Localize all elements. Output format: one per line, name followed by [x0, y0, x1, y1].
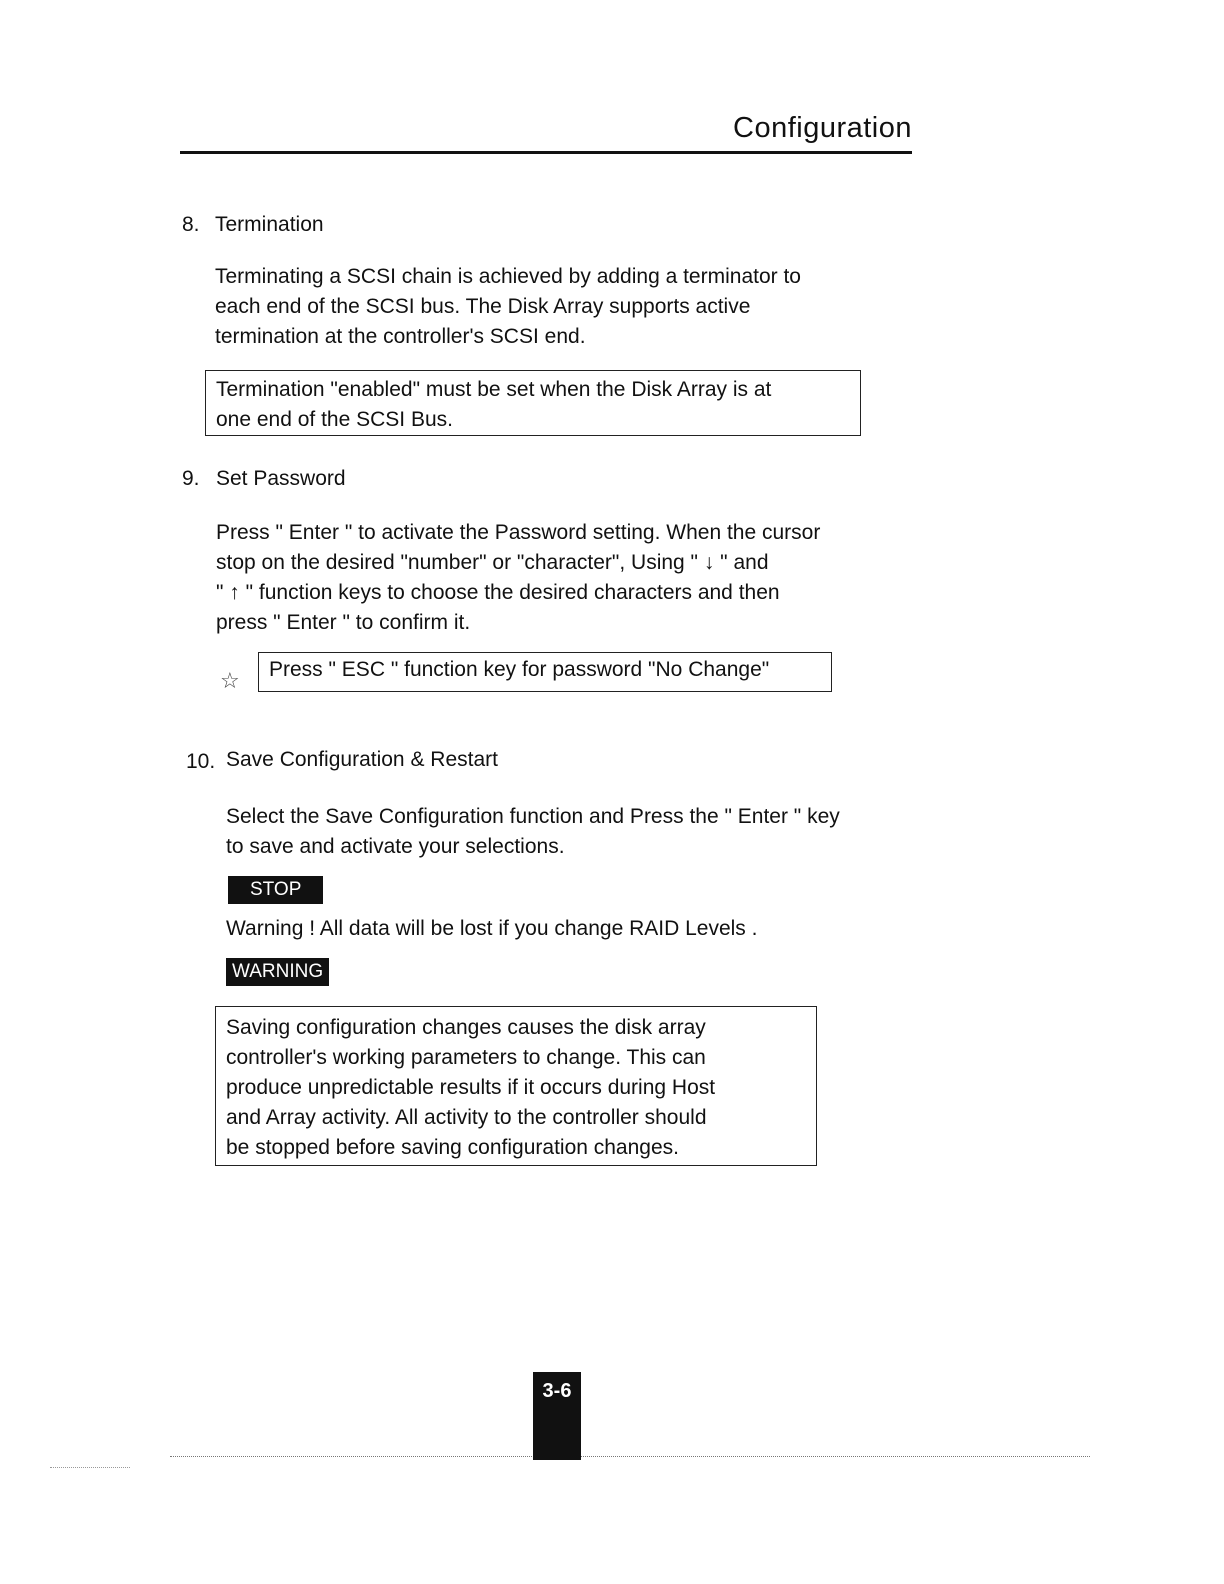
- stop-label: STOP: [228, 876, 323, 904]
- warning-line: produce unpredictable results if it occurs during Host: [226, 1076, 716, 1099]
- paragraph-line: press " Enter " to confirm it.: [216, 611, 471, 634]
- section-10-title: Save Configuration & Restart: [226, 748, 498, 771]
- paragraph-line: termination at the controller's SCSI end.: [215, 325, 586, 348]
- footer-divider: [170, 1456, 1090, 1458]
- paragraph-line: each end of the SCSI bus. The Disk Array supports active: [215, 295, 751, 318]
- termination-note-box: [205, 370, 861, 436]
- warning-line: and Array activity. All activity to the controller should: [226, 1106, 707, 1129]
- section-9-paragraph: [216, 518, 820, 638]
- star-icon: ☆: [220, 668, 240, 693]
- section-9-number: 9.: [182, 467, 200, 490]
- section-10-number: 10.: [186, 750, 216, 773]
- warning-label: WARNING: [226, 958, 329, 986]
- note-line: one end of the SCSI Bus.: [216, 408, 453, 431]
- header-divider: [180, 151, 912, 154]
- warning-line: controller's working parameters to change. This can: [226, 1046, 706, 1069]
- stop-warning-text: Warning ! All data will be lost if you change RAID Levels .: [226, 917, 758, 940]
- paragraph-line: Terminating a SCSI chain is achieved by adding a terminator to: [215, 265, 801, 288]
- warning-line: Saving configuration changes causes the disk array: [226, 1016, 706, 1039]
- warning-box: [215, 1006, 817, 1166]
- page-title: Configuration: [733, 112, 912, 144]
- section-8-number: 8.: [182, 213, 200, 236]
- page-number-badge: 3-6: [533, 1372, 581, 1460]
- paragraph-line: stop on the desired "number" or "character", Using " ↓ " and: [216, 551, 769, 574]
- section-10-paragraph: [226, 802, 840, 862]
- section-8-paragraph: [215, 262, 801, 352]
- section-9-title: Set Password: [216, 467, 346, 490]
- password-tip-box: [258, 652, 832, 692]
- footer-divider-left: [50, 1467, 130, 1468]
- paragraph-line: Select the Save Configuration function and Press the " Enter " key: [226, 805, 840, 828]
- note-line: Termination "enabled" must be set when the Disk Array is at: [216, 378, 772, 401]
- paragraph-line: to save and activate your selections.: [226, 835, 565, 858]
- paragraph-line: Press " Enter " to activate the Password setting. When the cursor: [216, 521, 821, 544]
- warning-line: be stopped before saving configuration changes.: [226, 1136, 679, 1159]
- tip-text: Press " ESC " function key for password "No Change": [269, 658, 770, 681]
- section-8-title: Termination: [215, 213, 324, 236]
- paragraph-line: " ↑ " function keys to choose the desired characters and then: [216, 581, 780, 604]
